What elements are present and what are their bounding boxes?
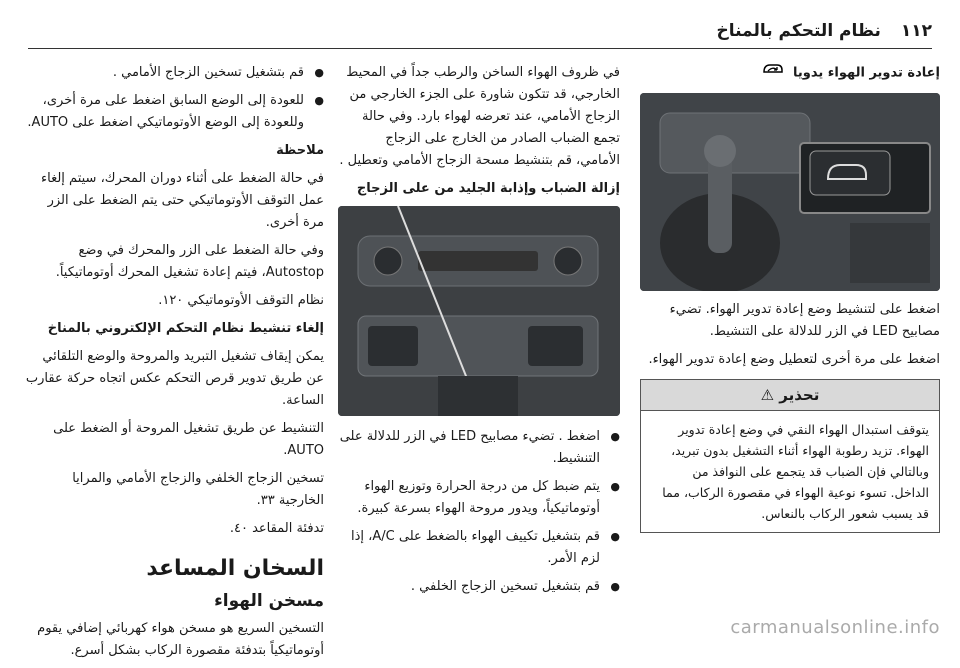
column-right [640,62,940,533]
warning-triangle-icon: ⚠ [760,385,775,404]
column-middle [338,62,620,604]
header-rule [28,48,932,49]
bullet-item: ● للعودة إلى الوضع السابق اضغط على مرة أخرى، وللعودة إلى الوضع الأوتوماتيكي اضغط على AUTO. [24,90,324,134]
section-heading [640,62,940,85]
column-left [24,62,324,668]
defrost-heading: إزالة الضباب وإذابة الجليد من على الزجاج [356,181,620,196]
note-paragraph-1: في حالة الضغط على أثناء دوران المحرك، سيتم إلغاء عمل التوقف الأوتوماتيكي حتى يتم الضغط على الزر مرة أخرى. [41,171,324,230]
page-title: نظام التحكم بالمناخ [716,21,881,41]
paragraph: يمكن إيقاف تشغيل التبريد والمروحة والوضع التلقائي عن طريق تدوير قرص التحكم عكس اتجاه حركة عقارب الساعة. [25,349,324,408]
note-reference: نظام التوقف الأوتوماتيكي ١٢٠. [158,293,324,308]
note-title: ملاحظة [276,143,324,158]
watermark: carmanualsonline.info [730,617,940,638]
console-photo [338,206,620,416]
heading-text: إعادة تدوير الهواء يدويا [793,65,940,81]
bullet-item: ● قم بتشغيل تكييف الهواء بالضغط على A/C، إذا لزم الأمر. [338,526,620,570]
recirculation-button-photo [640,93,940,291]
bullet-item: ● يتم ضبط كل من درجة الحرارة وتوزيع الهواء أوتوماتيكياً، ويدور مروحة الهواء بسرعة كبيرة. [338,476,620,520]
bullet-item: ● قم بتشغيل تسخين الزجاج الأمامي . [24,62,324,84]
paragraph: تدفئة المقاعد ٤٠. [229,521,324,536]
subsection-heading: إلغاء تنشيط نظام التحكم الإلكتروني بالمناخ [47,321,324,336]
paragraph: التنشيط عن طريق تشغيل المروحة أو الضغط على AUTO. [53,421,324,458]
caption-text-2: اضغط على مرة أخرى لتعطيل وضع إعادة تدوير الهواء. [648,351,940,367]
paragraph: التسخين السريع هو مسخن هواء كهربائي إضافي يقوم أوتوماتيكياً بتدفئة مقصورة الركاب بشكل أسرع. [37,621,324,658]
bullet-item: ● اضغط . تضيء مصابيح LED في الزر للدلالة على التنشيط. [338,426,620,470]
warning-title [641,380,939,411]
bullet-item: ● قم بتشغيل تسخين الزجاج الخلفي . [338,576,620,598]
warning-box [640,379,940,533]
recirculation-icon [761,62,785,84]
intro-paragraph: في ظروف الهواء الساخن والرطب جداً في المحيط الخارجي، قد تتكون شاورة على الجزء الخارجي من الزجاج الأمامي، عند تعرضه لهواء بارد. وفي حالة تجمع الضباب الصادر من الخارج على الزجاج الأمامي، قم بتنشيط مسحة الزجاج الأمامي وتعطيل . [339,65,620,168]
subsection-title: مسخن الهواء [214,591,324,611]
warning-body: يتوقف استبدال الهواء النقي في وضع إعادة تدوير الهواء. تزيد رطوبة الهواء أثناء التشغيل بدون تبريد، وبالتالي فإن الضباب قد يتجمع على النوافذ من الداخل. تسوء نوعية الهواء في مقصورة الركاب، مما قد يسبب شعور الركاب بالنعاس. [662,421,929,521]
page-number: ١١٢ [900,21,932,41]
page-header [28,18,932,44]
warning-title-text: تحذير [779,385,820,404]
note-paragraph-2: وفي حالة الضغط على الزر والمحرك في وضع Autostop، فيتم إعادة تشغيل المحرك أوتوماتيكياً. [55,243,324,280]
paragraph: تسخين الزجاج الخلفي والزجاج الأمامي والمرايا الخارجية ٣٣. [72,471,324,508]
section-title: السخان المساعد [146,556,324,581]
caption-text: اضغط على لتنشيط وضع إعادة تدوير الهواء. تضيء مصابيح LED في الزر للدلالة على التنشيط. [669,301,940,339]
